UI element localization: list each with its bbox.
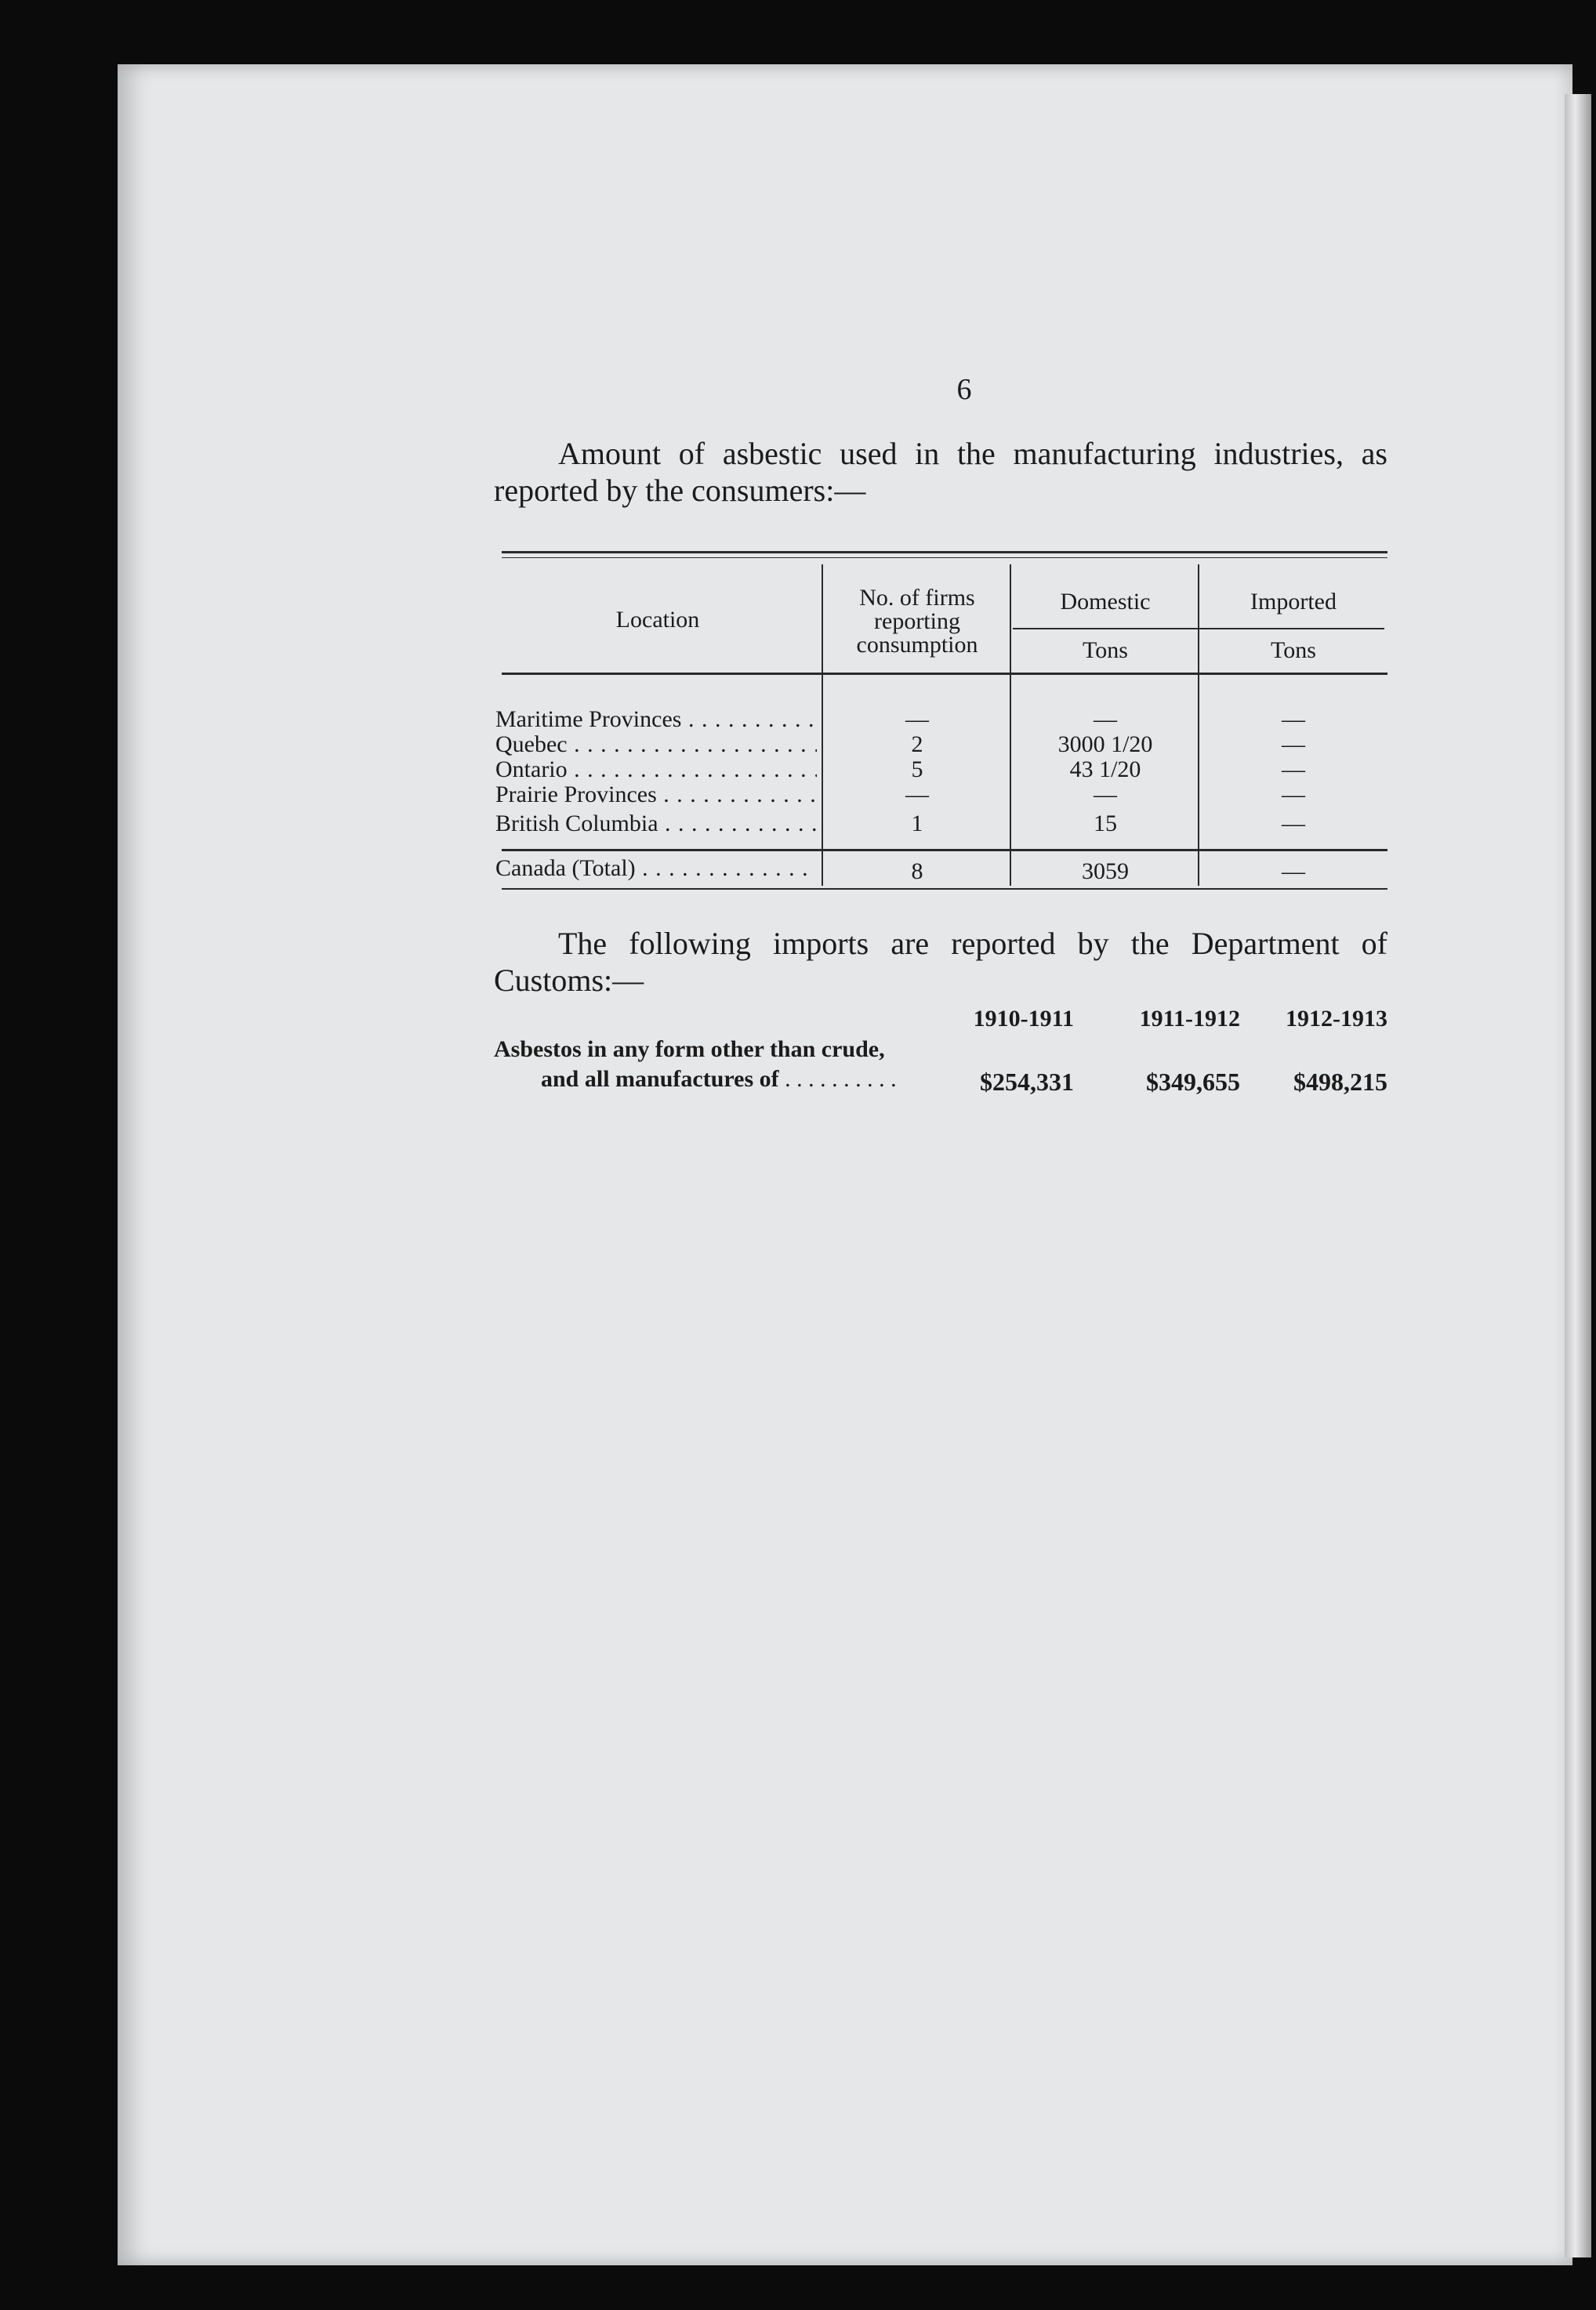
row-location: Prairie Provinces . . .: [495, 783, 817, 807]
header-firms: No. of firms reporting consumption: [856, 585, 978, 658]
import-item-label-cont: and all manufactures of . . .: [541, 1066, 897, 1093]
total-top-rule: [502, 849, 1387, 851]
table-bottom-rule: [502, 888, 1387, 890]
import-value: $254,331: [980, 1068, 1074, 1096]
total-firms: 8: [911, 858, 923, 884]
page-edge: [1565, 94, 1591, 2257]
row-imported: —: [1282, 756, 1305, 782]
row-domestic: —: [1094, 706, 1117, 732]
row-location: Quebec . . .: [495, 733, 817, 756]
row-firms: 5: [911, 756, 923, 782]
table-top-rule-2: [502, 557, 1387, 558]
row-location: Maritime Provinces . . .: [495, 708, 817, 731]
imports-paragraph: The following imports are reported by the Department of Customs:—: [494, 926, 1387, 998]
row-domestic: 3000 1/20: [1057, 731, 1153, 757]
year-header: 1912-1913: [1286, 1006, 1387, 1032]
row-location: British Columbia . . .: [495, 812, 817, 836]
row-imported: —: [1282, 781, 1305, 807]
year-header: 1910-1911: [973, 1006, 1074, 1032]
header-location: Location: [615, 607, 700, 633]
row-imported: —: [1282, 731, 1305, 757]
row-domestic: 43 1/20: [1069, 756, 1141, 782]
row-location: Ontario . . .: [495, 758, 817, 781]
header-domestic: Domestic: [1060, 589, 1151, 615]
row-imported: —: [1282, 706, 1305, 732]
header-imported-unit: Tons: [1271, 637, 1316, 663]
header-imported: Imported: [1250, 589, 1337, 615]
total-location: Canada (Total) . . .: [495, 857, 817, 880]
row-domestic: —: [1094, 781, 1117, 807]
import-value: $349,655: [1146, 1068, 1240, 1096]
row-imported: —: [1282, 810, 1305, 836]
document-page: [118, 64, 1572, 2265]
row-firms: 2: [911, 731, 923, 757]
subheader-rule: [1013, 628, 1384, 629]
row-firms: —: [905, 781, 929, 807]
import-item-label: Asbestos in any form other than crude,: [494, 1036, 885, 1062]
total-imported: —: [1282, 858, 1305, 884]
intro-paragraph: Amount of asbestic used in the manufacturing industries, as reported by the consumers:—: [494, 436, 1387, 508]
row-firms: —: [905, 706, 929, 732]
header-bottom-rule: [502, 673, 1387, 675]
row-firms: 1: [911, 810, 923, 836]
row-domestic: 15: [1094, 810, 1117, 836]
page-number: 6: [956, 373, 972, 406]
table-top-rule: [502, 551, 1387, 553]
total-domestic: 3059: [1082, 858, 1129, 884]
import-value: $498,215: [1293, 1068, 1387, 1096]
header-domestic-unit: Tons: [1083, 637, 1128, 663]
year-header: 1911-1912: [1139, 1006, 1240, 1032]
